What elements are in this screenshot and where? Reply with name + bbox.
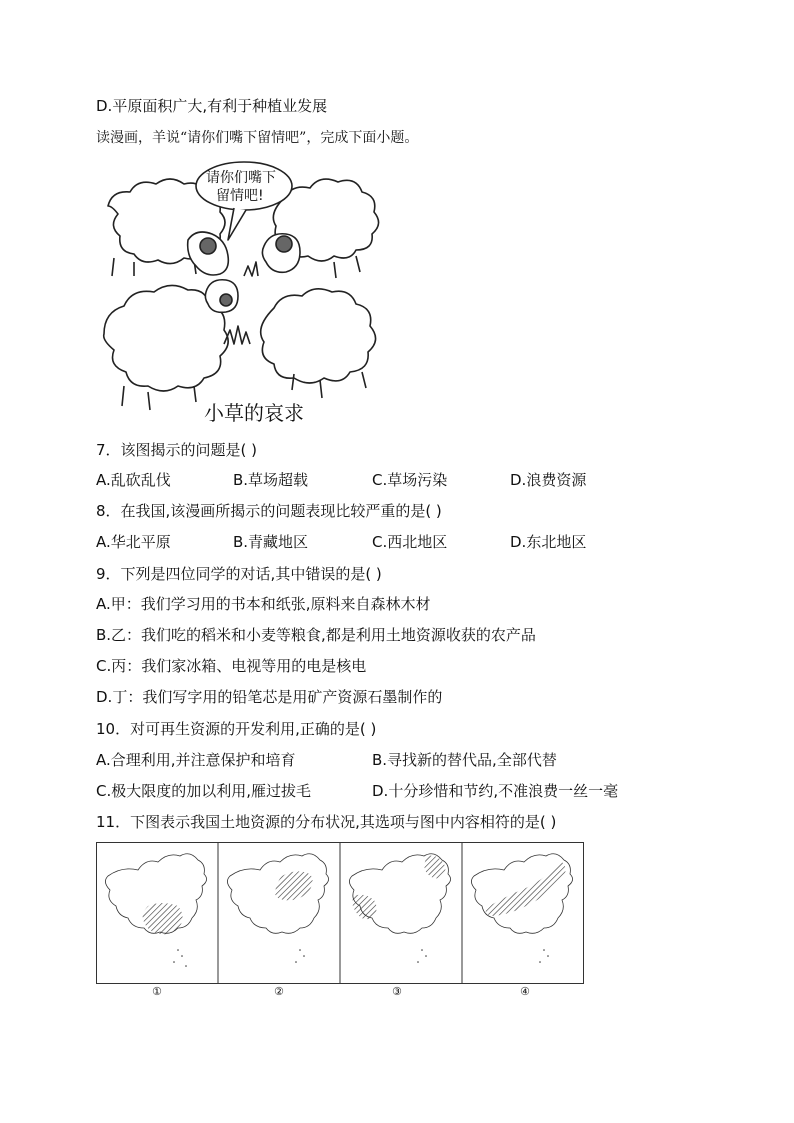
prev-option-d: D.平原面积广大,有利于种植业发展 [96,97,328,115]
sheep-bottom-right-body [261,289,376,383]
q8-option-d: D.东北地区 [510,533,587,551]
intro-text: 读漫画，羊说“请你们嘴下留情吧”，完成下面小题。 [96,130,419,146]
q11-stem: 11．下图表示我国土地资源的分布状况,其选项与图中内容相符的是( ) [96,813,557,831]
map-label-2: ② [274,985,284,998]
q10-option-b: B.寻找新的替代品,全部代替 [372,751,557,769]
speech-line-2: 留情吧! [216,188,264,204]
q7-option-c: C.草场污染 [372,471,448,489]
map-label-4: ④ [520,985,530,998]
q7-option-b: B.草场超载 [233,471,309,489]
q8-stem: 8．在我国,该漫画所揭示的问题表现比较严重的是( ) [96,502,442,520]
q10-option-d: D.十分珍惜和节约,不准浪费一丝一毫 [372,782,619,800]
q10-stem: 10．对可再生资源的开发利用,正确的是( ) [96,720,377,738]
sheep-cartoon [94,158,414,434]
cartoon-caption: 小草的哀求 [204,401,304,425]
q7-stem: 7．该图揭示的问题是( ) [96,441,258,459]
q8-option-a: A.华北平原 [96,533,171,551]
q7-option-d: D.浪费资源 [510,471,587,489]
map-label-3: ③ [392,985,402,998]
q9-option-b: B.乙：我们吃的稻米和小麦等粮食,都是利用土地资源收获的农产品 [96,626,536,644]
q8-option-b: B.青藏地区 [233,533,309,551]
q8-option-c: C.西北地区 [372,533,448,551]
speech-line-1: 请你们嘴下 [206,170,276,186]
map-label-1: ① [152,985,162,998]
q9-option-c: C.丙：我们家冰箱、电视等用的电是核电 [96,657,367,675]
q10-option-c: C.极大限度的加以利用,雁过拔毛 [96,782,312,800]
q9-option-d: D.丁：我们写字用的铅笔芯是用矿产资源石墨制作的 [96,688,443,706]
q9-option-a: A.甲：我们学习用的书本和纸张,原料来自森林木材 [96,595,431,613]
q10-option-a: A.合理利用,并注意保护和培育 [96,751,296,769]
china-land-maps [96,842,584,984]
q9-stem: 9．下列是四位同学的对话,其中错误的是( ) [96,565,382,583]
q7-option-a: A.乱砍乱伐 [96,471,171,489]
